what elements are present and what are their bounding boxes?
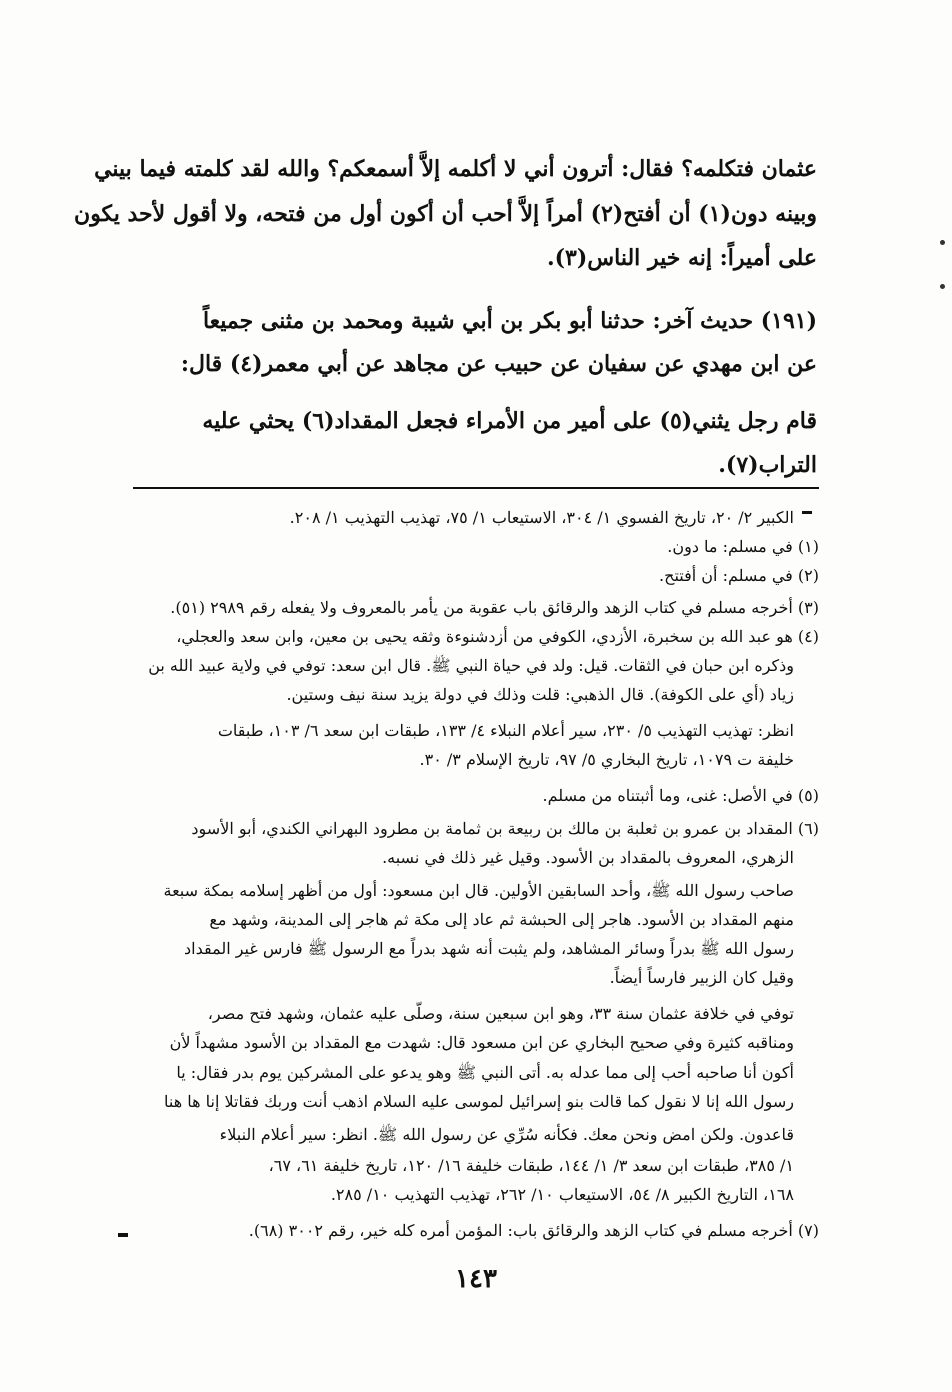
footnote-line: وذكره ابن حبان في الثقات. قيل: ولد في حياة النبي ﷺ. قال ابن سعد: توفي في ولاية عبيد الله بن (148, 656, 794, 675)
hadith-title: (١٩١) حديث آخر: (652, 308, 817, 334)
footnote-line: ١/ ٣٨٥، طبقات ابن سعد ٣/ ١/ ١٤٤، طبقات خليفة ١٦/ ١٢٠، تاريخ خليفة ٦١، ٦٧، (268, 1156, 794, 1175)
footnote-line: توفي في خلافة عثمان سنة ٣٣، وهو ابن سبعين سنة، وصلّى عليه عثمان، وشهد فتح مصر، (207, 1004, 794, 1023)
hadith-first-line (127, 305, 817, 337)
footnote-line: (١) في مسلم: ما دون. (667, 537, 819, 556)
footnote-line: صاحب رسول الله ﷺ، وأحد السابقين الأولين. قال ابن مسعود: أول من أظهر إسلامه بمكة سبعة (163, 881, 794, 900)
footnote-line: (٤) هو عبد الله بن سخبرة، الأزدي، الكوفي من أزدشنوءة وثقه يحيى بن معين، وابن سعد والعجلي، (176, 627, 819, 646)
main-text-line-3: على أميراً: إنه خير الناس(٣). (546, 245, 817, 271)
hadith-line-3: قام رجل يثني(٥) على أمير من الأمراء فجعل المقداد(٦) يحثي عليه (202, 408, 817, 434)
footnote-line: ١٦٨، التاريخ الكبير ٨/ ٥٤، الاستيعاب ١٠/ ٢٦٢، تهذيب التهذيب ١٠/ ٢٨٥. (330, 1185, 794, 1204)
end-mark (118, 1233, 128, 1237)
page-number: ١٤٣ (455, 1264, 497, 1294)
scan-mark (940, 284, 945, 289)
hadith-line-2: عن ابن مهدي عن سفيان عن حبيب عن مجاهد عن أبي معمر(٤) قال: (180, 351, 817, 377)
footnote-line: (٣) أخرجه مسلم في كتاب الزهد والرقائق باب عقوبة من يأمر بالمعروف ولا يفعله رقم ٢٩٨٩ (٥١). (170, 598, 819, 617)
footnote-line: خليفة ت ١٠٧٩، تاريخ البخاري ٥/ ٩٧، تاريخ الإسلام ٣/ ٣٠. (419, 750, 794, 769)
footnote-line: ومناقبه كثيرة وفي صحيح البخاري عن ابن مسعود قال: شهدت مع المقداد بن الأسود مشهداً لأن (169, 1033, 794, 1052)
footnote-line: زياد (أي على الكوفة). قال الذهبي: قلت وذلك في دولة يزيد سنة نيف وستين. (286, 685, 794, 704)
footnote-line: الزهري، المعروف بالمقداد بن الأسود. وقيل غير ذلك في نسبه. (382, 848, 794, 867)
footnote-line: (٥) في الأصل: غنى، وما أثبتناه من مسلم. (542, 786, 819, 805)
hadith-line-4: التراب(٧). (718, 452, 817, 478)
footnote-line: الكبير ٢/ ٢٠، تاريخ الفسوي ١/ ٣٠٤، الاستيعاب ١/ ٧٥، تهذيب التهذيب ١/ ٢٠٨. (289, 508, 794, 527)
footnote-line: (٢) في مسلم: أن أفتتح. (659, 566, 819, 585)
footnote-line: (٦) المقداد بن عمرو بن ثعلبة بن مالك بن ربيعة بن ثمامة بن مطرود البهراني الكندي، أبو الأسود (191, 819, 819, 838)
continuation-dash (802, 511, 812, 514)
footnote-separator (133, 487, 819, 489)
footnote-line: قاعدون. ولكن امض ونحن معك. فكأنه سُرِّي عن رسول الله ﷺ. انظر: سير أعلام النبلاء (219, 1125, 794, 1144)
footnote-line: منهم المقداد بن الأسود. هاجر إلى الحبشة ثم عاد إلى مكة ثم هاجر إلى المدينة، وشهد مع (209, 910, 794, 929)
footnote-line: أكون أنا صاحبه أحب إلى مما عدله به. أتى النبي ﷺ وهو يدعو على المشركين يوم بدر فقال: يا (176, 1063, 794, 1082)
main-text-line-1: عثمان فتكلمه؟ فقال: أترون أني لا أكلمه إلاَّ أسمعكم؟ والله لقد كلمته فيما بيني (94, 156, 817, 182)
footnote-line: رسول الله ﷺ بدراً وسائر المشاهد، ولم يثبت أنه شهد بدراً مع الرسول ﷺ فارس غير المقداد (184, 939, 794, 958)
hadith-first-line-text: حدثنا أبو بكر بن أبي شيبة ومحمد بن مثنى جميعاً (202, 308, 645, 334)
footnote-line: انظر: تهذيب التهذيب ٥/ ٢٣٠، سير أعلام النبلاء ٤/ ١٣٣، طبقات ابن سعد ٦/ ١٠٣، طبقات (217, 721, 794, 740)
scan-mark (940, 240, 945, 245)
footnote-line: وقيل كان الزبير فارساً أيضاً. (609, 968, 794, 987)
main-text-line-2: وبينه دون(١) أن أفتح(٢) أمراً إلاَّ أحب أن أكون أول من فتحه، ولا أقول لأحد يكون (74, 201, 817, 227)
footnote-line: رسول الله إنا لا نقول كما قالت بنو إسرائيل لموسى عليه السلام اذهب أنت وربك فقاتلا إنا ها هنا (163, 1092, 794, 1111)
footnote-line: (٧) أخرجه مسلم في كتاب الزهد والرقائق باب: المؤمن أمره كله خير، رقم ٣٠٠٢ (٦٨). (248, 1221, 819, 1240)
